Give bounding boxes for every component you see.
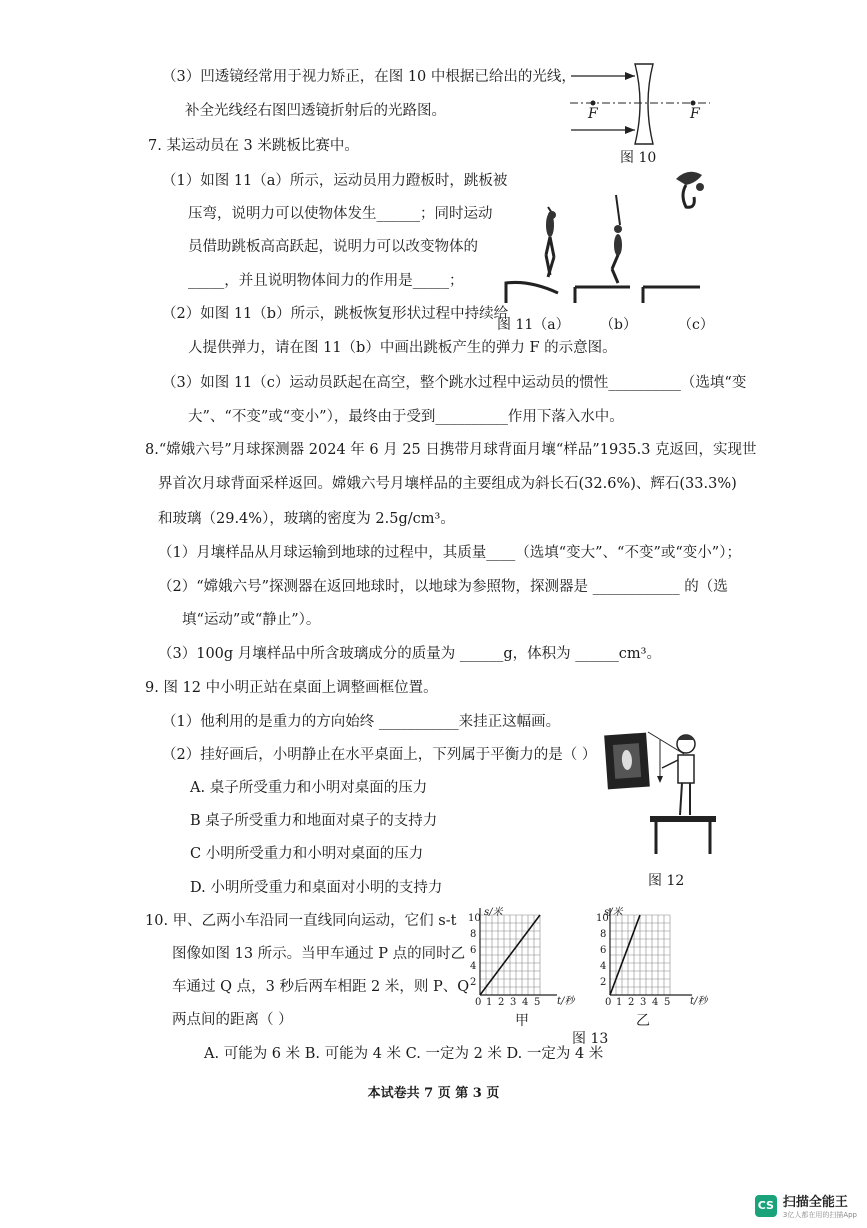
figure-13-yi-y-tick: 4: [600, 961, 607, 972]
q8-2-line-a: （2）“嫦娥六号”探测器在返回地球时，以地球为参照物，探测器是 ____________ 的（选: [158, 579, 728, 595]
figure-13-jia-x-tick: 4: [522, 997, 529, 1008]
q10-line-b: 图像如图 13 所示。当甲车通过 P 点的同时乙: [172, 946, 466, 962]
figure-13-jia-x-tick: 3: [510, 997, 517, 1008]
figure-10-focus-right: F: [690, 106, 700, 122]
figure-13-yi-y-tick: 8: [600, 929, 607, 940]
figure-13-jia-y-tick: 6: [470, 945, 477, 956]
figure-13-yi-y-tick: 10: [596, 913, 609, 924]
figure-13-jia-x-tick: 0: [475, 997, 482, 1008]
q9-option-c: C 小明所受重力和小明对桌面的压力: [190, 846, 424, 862]
q8-line-c: 和玻璃（29.4%），玻璃的密度为 2.5g/cm³。: [158, 511, 455, 527]
q6-3-line-a: （3）凹透镜经常用于视力矫正，在图 10 中根据已给出的光线，: [162, 69, 576, 85]
q8-3-line: （3）100g 月壤样品中所含玻璃成分的质量为 ______g，体积为 ______cm³。: [158, 646, 661, 662]
figure-13-yi-x-tick: 5: [664, 997, 671, 1008]
q10-line-d: 两点间的距离（ ）: [172, 1012, 293, 1028]
q9-2-line: （2）挂好画后，小明静止在水平桌面上，下列属于平衡力的是（ ）: [162, 747, 597, 763]
q7-1-line-b: 压弯，说明力可以使物体发生______；同时运动: [188, 206, 493, 222]
q7-2-line-b: 人提供弹力，请在图 11（b）中画出跳板产生的弹力 F 的示意图。: [188, 340, 617, 356]
q6-3-line-b: 补全光线经右图凹透镜折射后的光路图。: [185, 103, 446, 119]
figure-13-jia-y-axis: s/米: [484, 907, 503, 918]
figure-12-boy-on-table: [600, 720, 720, 855]
figure-13-yi-x-tick: 0: [605, 997, 612, 1008]
q7-2-line-a: （2）如图 11（b）所示，跳板恢复形状过程中持续给: [162, 306, 509, 322]
figure-13-jia-y-tick: 2: [470, 977, 477, 988]
q10-options: A. 可能为 6 米 B. 可能为 4 米 C. 一定为 2 米 D. 一定为 4 米: [204, 1046, 604, 1062]
q9-option-b: B 桌子所受重力和地面对桌子的支持力: [190, 813, 438, 829]
figure-11-caption-b: （b）: [600, 317, 637, 333]
brand-name: 扫描全能王: [782, 1195, 848, 1210]
figure-13-yi-y-axis: s/米: [604, 907, 623, 918]
figure-11-diver-illustration: [500, 165, 725, 305]
brand-subtitle: 3亿人都在用的扫描App: [782, 1211, 857, 1219]
figure-13-jia-y-tick: 8: [470, 929, 477, 940]
q8-line-b: 界首次月球背面采样返回。嫦娥六号月壤样品的主要组成为斜长石(32.6%)、辉石(33.3%): [158, 476, 737, 492]
figure-13-caption: 图 13: [572, 1031, 609, 1047]
q7-1-line-d: _____，并且说明物体间力的作用是_____；: [188, 273, 464, 289]
q7-title: 7. 某运动员在 3 米跳板比赛中。: [148, 138, 359, 154]
figure-13-yi-x-tick: 4: [652, 997, 659, 1008]
q8-line-a: 8.“嫦娥六号”月球探测器 2024 年 6 月 25 日携带月球背面月壤“样品”1935.3 克返回，实现世: [145, 442, 757, 458]
figure-11-caption-c: （c）: [678, 317, 714, 333]
figure-13-yi-label: 乙: [636, 1013, 650, 1029]
figure-10-focus-left: F: [588, 106, 598, 122]
q9-1-line: （1）他利用的是重力的方向始终 ___________来挂正这幅画。: [162, 714, 561, 730]
q7-1-line-a: （1）如图 11（a）所示，运动员用力蹬板时，跳板被: [162, 173, 508, 189]
figure-13-yi-y-tick: 6: [600, 945, 607, 956]
q9-option-a: A. 桌子所受重力和小明对桌面的压力: [190, 780, 428, 796]
figure-13-jia-label: 甲: [515, 1013, 529, 1029]
figure-13-yi-y-tick: 2: [600, 977, 607, 988]
figure-10-caption: 图 10: [620, 150, 657, 166]
q9-option-d: D. 小明所受重力和桌面对小明的支持力: [190, 880, 443, 896]
cs-logo-icon: CS: [755, 1195, 777, 1217]
q7-3-line-b: 大”、“不变”或“变小”），最终由于受到__________作用下落入水中。: [188, 409, 624, 425]
q7-1-line-c: 员借助跳板高高跃起，说明力可以改变物体的: [188, 239, 478, 255]
figure-13-jia-x-tick: 2: [498, 997, 505, 1008]
figure-13-jia-x-tick: 5: [534, 997, 541, 1008]
figure-11-caption-a: 图 11（a）: [497, 317, 570, 333]
page-footer: 本试卷共 7 页 第 3 页: [367, 1086, 500, 1101]
figure-12-caption: 图 12: [648, 873, 685, 889]
figure-13-jia-x-axis: t/秒: [557, 996, 575, 1007]
figure-13-yi-x-tick: 3: [640, 997, 647, 1008]
q9-title: 9. 图 12 中小明正站在桌面上调整画框位置。: [145, 680, 438, 696]
q8-1-line: （1）月壤样品从月球运输到地球的过程中，其质量____（选填“变大”、“不变”或“变小”）；: [158, 545, 741, 561]
figure-13-jia-y-tick: 4: [470, 961, 477, 972]
q7-3-line-a: （3）如图 11（c）运动员跃起在高空，整个跳水过程中运动员的惯性__________（选填“变: [162, 375, 747, 391]
q10-line-a: 10. 甲、乙两小车沿同一直线同向运动，它们 s-t: [145, 913, 457, 929]
figure-13-yi-x-tick: 2: [628, 997, 635, 1008]
q8-2-line-b: 填“运动”或“静止”）。: [182, 612, 321, 628]
figure-13-jia-x-tick: 1: [486, 997, 493, 1008]
scanner-watermark: [755, 1191, 857, 1220]
figure-13-yi-x-tick: 1: [616, 997, 623, 1008]
figure-13-yi-x-axis: t/秒: [690, 996, 708, 1007]
q10-line-c: 车通过 Q 点，3 秒后两车相距 2 米，则 P、Q: [172, 979, 470, 995]
figure-13-jia-y-tick: 10: [468, 913, 481, 924]
